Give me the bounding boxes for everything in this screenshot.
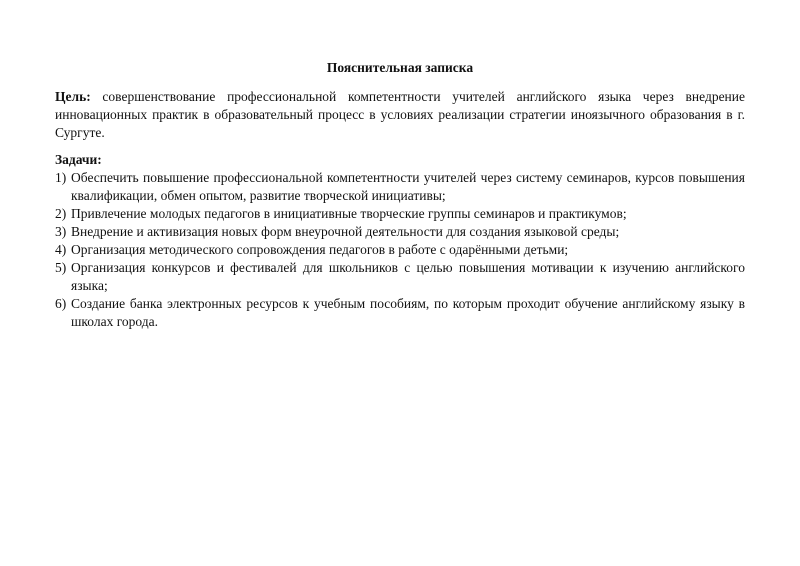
task-text: Внедрение и активизация новых форм внеурочной деятельности для создания языковой среды; — [71, 224, 620, 239]
task-item — [55, 223, 745, 241]
task-item — [55, 259, 745, 295]
task-item — [55, 205, 745, 223]
task-item — [55, 241, 745, 259]
task-item — [55, 169, 745, 205]
task-text: Создание банка электронных ресурсов к учебным пособиям, по которым проходит обучение английскому языку в школах города. — [71, 296, 745, 329]
goal-paragraph — [55, 88, 745, 142]
task-text: Привлечение молодых педагогов в инициативные творческие группы семинаров и практикумов; — [71, 206, 627, 221]
tasks-heading: Задачи: — [55, 152, 102, 167]
task-number: 1) — [55, 170, 67, 185]
document-page — [55, 59, 745, 331]
task-text: Организация методического сопровождения педагогов в работе с одарёнными детьми; — [71, 242, 569, 257]
task-item — [55, 295, 745, 331]
document-title: Пояснительная записка — [326, 60, 474, 75]
task-number: 4) — [55, 242, 67, 257]
goal-text: совершенствование профессиональной компетентности учителей английского языка через внедрение инновационных практик в образовательный процесс в условиях реализации стратегии иноязычного образования в г. Сургуте. — [55, 89, 745, 140]
task-text: Обеспечить повышение профессиональной компетентности учителей через систему семинаров, курсов повышения квалификации, обмен опытом, развитие творческой инициативы; — [71, 170, 745, 203]
task-number: 3) — [55, 224, 67, 239]
task-number: 6) — [55, 296, 67, 311]
goal-label: Цель: — [55, 89, 91, 104]
task-number: 5) — [55, 260, 67, 275]
task-number: 2) — [55, 206, 67, 221]
task-text: Организация конкурсов и фестивалей для школьников с целью повышения мотивации к изучению английского языка; — [71, 260, 745, 293]
tasks-list — [55, 169, 745, 331]
